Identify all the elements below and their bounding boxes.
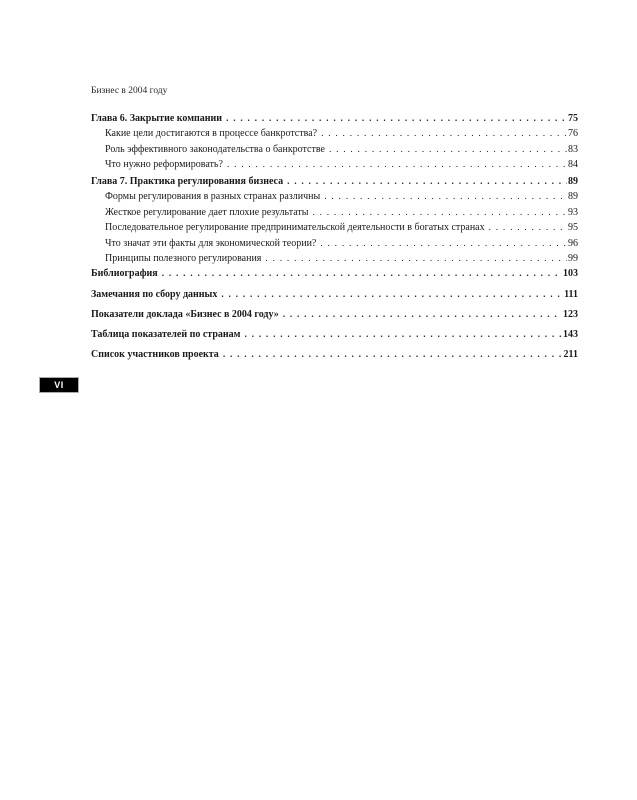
toc-leader-dots xyxy=(221,289,563,301)
toc-leader-dots xyxy=(244,329,562,341)
toc-entry-page: 84 xyxy=(568,159,578,171)
toc-entry-label: Глава 6. Закрытие компании xyxy=(91,113,223,124)
page-number-label: VI xyxy=(54,380,64,390)
toc-entry-label: Показатели доклада «Бизнес в 2004 году» xyxy=(91,308,279,320)
toc-entry-page: 89 xyxy=(568,176,578,188)
toc-entry xyxy=(91,128,578,143)
toc-entry-label: Библиография xyxy=(91,268,158,280)
toc-entry-page: 95 xyxy=(568,222,578,234)
toc-entry-label: Роль эффективного законодательства о банкротстве xyxy=(105,143,325,155)
toc-entry-contributors xyxy=(91,349,578,369)
toc-entry-label: Что значат эти факты для экономической теории? xyxy=(105,237,317,249)
toc-entry-label: Список участников проекта xyxy=(91,348,219,360)
toc-entry-label: Замечания по сбору данных xyxy=(91,288,218,300)
toc-entry-page: 211 xyxy=(563,348,578,360)
toc-entry-page: 96 xyxy=(568,237,578,249)
toc-entry-label: Жесткое регулирование дает плохие результаты xyxy=(105,206,309,218)
toc-entry-label: Глава 7. Практика регулирования бизнеса xyxy=(91,176,284,188)
toc-entry-page: 103 xyxy=(563,268,578,280)
toc-entry xyxy=(91,159,578,174)
toc-leader-dots xyxy=(321,128,567,140)
toc-entry xyxy=(91,222,578,237)
toc-entry-country-tables xyxy=(91,329,578,349)
toc-leader-dots xyxy=(324,191,567,203)
toc-entry-page: 83 xyxy=(568,143,578,155)
running-header: Бизнес в 2004 году xyxy=(91,86,168,96)
toc-leader-dots xyxy=(320,238,567,250)
toc-entry xyxy=(91,207,578,222)
toc-entry-chapter-6 xyxy=(91,113,578,128)
toc-entry-page: 143 xyxy=(563,328,578,340)
toc-entry xyxy=(91,238,578,253)
toc-entry-label: Какие цели достигаются в процессе банкротства? xyxy=(105,128,318,140)
toc-entry-data-notes xyxy=(91,289,578,309)
toc-entry xyxy=(91,253,578,268)
toc-entry-indicators xyxy=(91,309,578,329)
toc-entry-label: Таблица показателей по странам xyxy=(91,328,241,340)
toc-entry-page: 99 xyxy=(568,253,578,265)
table-of-contents xyxy=(91,113,578,369)
toc-entry xyxy=(91,144,578,159)
toc-entry-page: 123 xyxy=(563,308,578,320)
toc-entry-page: 75 xyxy=(568,113,578,124)
toc-entry xyxy=(91,191,578,206)
toc-leader-dots xyxy=(489,222,567,234)
toc-entry-label: Последовательное регулирование предпринимательской деятельности в богатых странах xyxy=(105,222,485,234)
toc-leader-dots xyxy=(312,207,567,219)
toc-leader-dots xyxy=(226,113,567,125)
toc-leader-dots xyxy=(329,144,567,156)
toc-leader-dots xyxy=(287,176,567,188)
toc-leader-dots xyxy=(283,309,562,321)
toc-entry-page: 89 xyxy=(568,191,578,203)
toc-entry-label: Что нужно реформировать? xyxy=(105,159,223,171)
toc-entry-label: Принципы полезного регулирования xyxy=(105,253,262,265)
toc-entry-chapter-7 xyxy=(91,176,578,191)
toc-entry-bibliography xyxy=(91,268,578,288)
toc-leader-dots xyxy=(162,268,562,280)
page-number-badge xyxy=(39,377,79,393)
toc-leader-dots xyxy=(223,349,563,361)
toc-entry-page: 93 xyxy=(568,206,578,218)
toc-entry-label: Формы регулирования в разных странах различны xyxy=(105,191,321,203)
toc-leader-dots xyxy=(227,159,567,171)
toc-entry-page: 76 xyxy=(568,128,578,140)
toc-entry-page: 111 xyxy=(564,288,578,300)
toc-leader-dots xyxy=(265,253,567,265)
